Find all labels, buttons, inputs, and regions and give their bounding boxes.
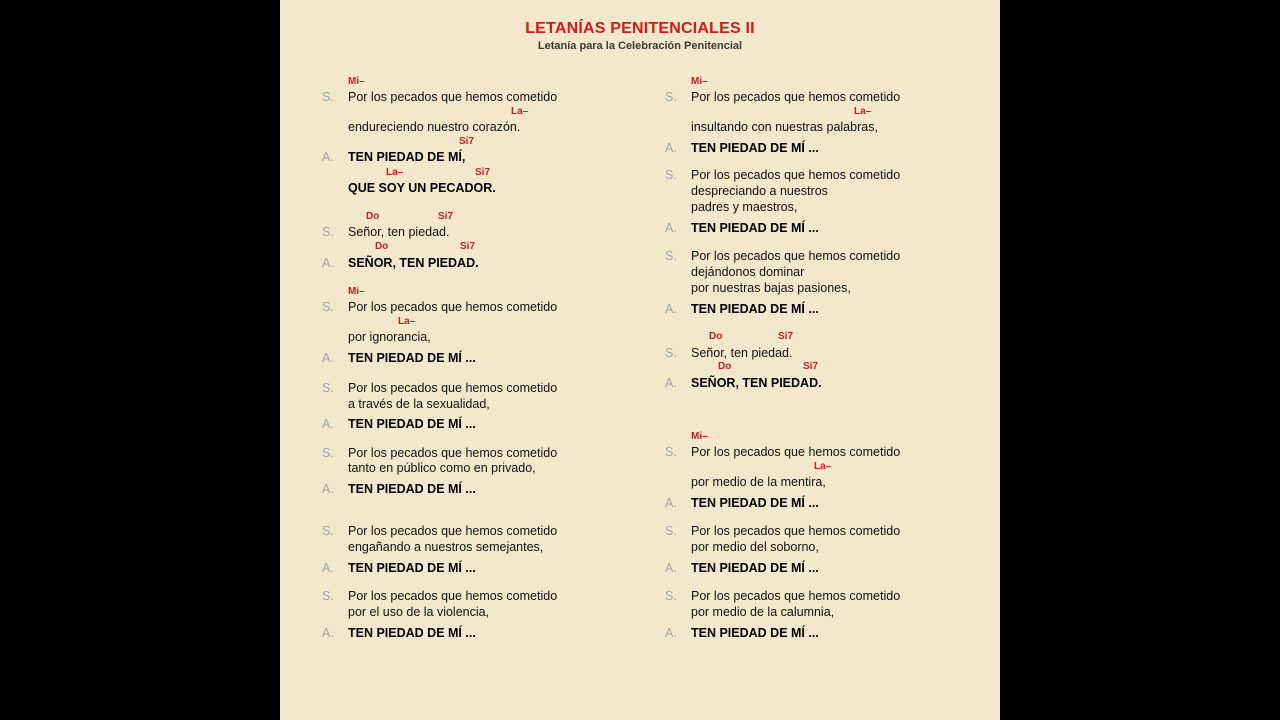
chord-label: Si7 bbox=[460, 241, 476, 252]
response-line: TEN PIEDAD DE MÍ ... bbox=[348, 417, 476, 431]
speaker-marker: A. bbox=[322, 351, 334, 365]
response-line: QUE SOY UN PECADOR. bbox=[348, 181, 496, 195]
response-line: SEÑOR, TEN PIEDAD. bbox=[691, 376, 822, 390]
response-line: TEN PIEDAD DE MÍ ... bbox=[691, 561, 819, 575]
verse-line: Señor, ten piedad. bbox=[691, 346, 793, 360]
response-line: TEN PIEDAD DE MÍ ... bbox=[348, 351, 476, 365]
response-line: TEN PIEDAD DE MÍ ... bbox=[691, 626, 819, 640]
chord-label: Si7 bbox=[778, 331, 794, 342]
verse-line: padres y maestros, bbox=[691, 200, 798, 214]
verse-line: tanto en público como en privado, bbox=[348, 461, 536, 475]
verse-line: Señor, ten piedad. bbox=[348, 225, 450, 239]
verse-line: insultando con nuestras palabras, bbox=[691, 120, 878, 134]
chord-label: Si7 bbox=[803, 361, 819, 372]
chord-label: Do bbox=[366, 211, 380, 222]
speaker-marker: S. bbox=[665, 90, 677, 104]
verse-line: Por los pecados que hemos cometido bbox=[691, 524, 901, 538]
speaker-marker: A. bbox=[665, 302, 677, 316]
speaker-marker: A. bbox=[322, 482, 334, 496]
left-column bbox=[320, 0, 650, 720]
chord-label: Si7 bbox=[475, 167, 491, 178]
verse-line: Por los pecados que hemos cometido bbox=[348, 300, 558, 314]
speaker-marker: S. bbox=[322, 300, 334, 314]
chord-label: Do bbox=[709, 331, 723, 342]
speaker-marker: S. bbox=[322, 524, 334, 538]
response-line: TEN PIEDAD DE MÍ ... bbox=[691, 141, 819, 155]
verse-line: Por los pecados que hemos cometido bbox=[691, 445, 901, 459]
speaker-marker: A. bbox=[665, 221, 677, 235]
right-column bbox=[663, 0, 993, 720]
response-line: TEN PIEDAD DE MÍ ... bbox=[348, 561, 476, 575]
verse-line: Por los pecados que hemos cometido bbox=[348, 381, 558, 395]
verse-line: por el uso de la violencia, bbox=[348, 605, 490, 619]
verse-line: por nuestras bajas pasiones, bbox=[691, 281, 851, 295]
speaker-marker: A. bbox=[665, 496, 677, 510]
response-line: TEN PIEDAD DE MÍ ... bbox=[691, 302, 819, 316]
verse-line: Por los pecados que hemos cometido bbox=[691, 589, 901, 603]
speaker-marker: A. bbox=[322, 417, 334, 431]
response-line: TEN PIEDAD DE MÍ ... bbox=[691, 496, 819, 510]
speaker-marker: A. bbox=[322, 256, 334, 270]
chord-label: Si7 bbox=[459, 136, 475, 147]
chord-label: La– bbox=[398, 316, 416, 327]
speaker-marker: S. bbox=[665, 589, 677, 603]
speaker-marker: A. bbox=[665, 561, 677, 575]
speaker-marker: S. bbox=[665, 168, 677, 182]
chord-label: Mi– bbox=[691, 76, 708, 87]
verse-line: endureciendo nuestro corazón. bbox=[348, 120, 521, 134]
verse-line: dejándonos dominar bbox=[691, 265, 805, 279]
response-line: SEÑOR, TEN PIEDAD. bbox=[348, 256, 479, 270]
chord-label: La– bbox=[854, 106, 872, 117]
response-line: TEN PIEDAD DE MÍ ... bbox=[691, 221, 819, 235]
speaker-marker: S. bbox=[322, 446, 334, 460]
chord-label: Do bbox=[718, 361, 732, 372]
speaker-marker: S. bbox=[665, 346, 677, 360]
verse-line: por medio de la calumnia, bbox=[691, 605, 835, 619]
speaker-marker: A. bbox=[322, 150, 334, 164]
verse-line: por medio del soborno, bbox=[691, 540, 819, 554]
speaker-marker: S. bbox=[665, 445, 677, 459]
chord-label: Mi– bbox=[348, 286, 365, 297]
verse-line: por medio de la mentira, bbox=[691, 475, 826, 489]
speaker-marker: S. bbox=[665, 524, 677, 538]
speaker-marker: S. bbox=[322, 225, 334, 239]
response-line: TEN PIEDAD DE MÍ ... bbox=[348, 482, 476, 496]
verse-line: Por los pecados que hemos cometido bbox=[691, 249, 901, 263]
chord-label: La– bbox=[386, 167, 404, 178]
speaker-marker: A. bbox=[322, 561, 334, 575]
chord-label: La– bbox=[511, 106, 529, 117]
verse-line: por ignorancia, bbox=[348, 330, 431, 344]
verse-line: a través de la sexualidad, bbox=[348, 397, 490, 411]
verse-line: Por los pecados que hemos cometido bbox=[348, 524, 558, 538]
page-title: LETANÍAS PENITENCIALES II bbox=[525, 20, 755, 37]
chord-label: Do bbox=[375, 241, 389, 252]
verse-line: Por los pecados que hemos cometido bbox=[691, 168, 901, 182]
response-line: TEN PIEDAD DE MÍ ... bbox=[348, 626, 476, 640]
speaker-marker: A. bbox=[665, 141, 677, 155]
verse-line: Por los pecados que hemos cometido bbox=[348, 90, 558, 104]
verse-line: Por los pecados que hemos cometido bbox=[348, 589, 558, 603]
chord-label: La– bbox=[814, 461, 832, 472]
speaker-marker: A. bbox=[665, 376, 677, 390]
verse-line: engañando a nuestros semejantes, bbox=[348, 540, 544, 554]
speaker-marker: S. bbox=[322, 381, 334, 395]
chord-label: Si7 bbox=[438, 211, 454, 222]
verse-line: despreciando a nuestros bbox=[691, 184, 828, 198]
speaker-marker: A. bbox=[322, 626, 334, 640]
speaker-marker: S. bbox=[322, 90, 334, 104]
chord-label: Mi– bbox=[691, 431, 708, 442]
song-sheet bbox=[280, 0, 1000, 720]
speaker-marker: S. bbox=[665, 249, 677, 263]
speaker-marker: S. bbox=[322, 589, 334, 603]
verse-line: Por los pecados que hemos cometido bbox=[348, 446, 558, 460]
page-subtitle: Letanía para la Celebración Penitencial bbox=[537, 40, 743, 52]
speaker-marker: A. bbox=[665, 626, 677, 640]
chord-label: Mi– bbox=[348, 76, 365, 87]
verse-line: Por los pecados que hemos cometido bbox=[691, 90, 901, 104]
response-line: TEN PIEDAD DE MÍ, bbox=[348, 150, 466, 164]
